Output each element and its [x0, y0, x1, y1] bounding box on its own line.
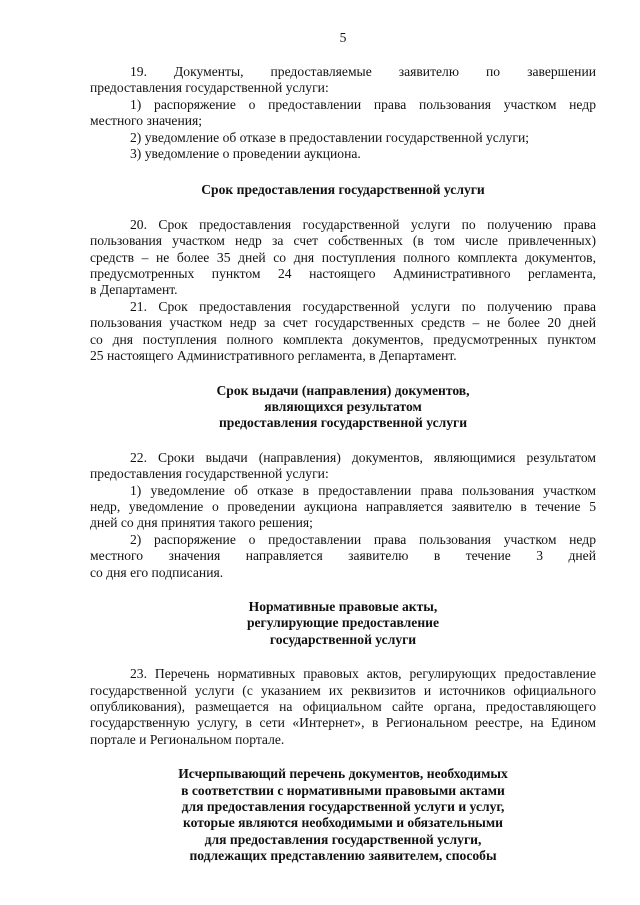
- list-item-continuation: со дня его подписания.: [90, 564, 224, 580]
- list-item-continuation: недр, уведомление о проведении аукциона направляется заявителю в течение 5: [90, 498, 596, 514]
- text-line: 22. Сроки выдачи (направления) документов, являющимися результатом: [130, 449, 596, 465]
- heading-line: Исчерпывающий перечень документов, необходимых: [178, 766, 508, 782]
- list-item: 2) распоряжение о предоставлении права пользования участком недр: [130, 531, 596, 547]
- text-line: со дня поступления полного комплекта документов, предусмотренных пунктом: [90, 331, 596, 347]
- paragraph-20: [90, 217, 596, 299]
- text-line: предусмотренных пунктом 24 настоящего Административного регламента,: [90, 266, 596, 282]
- heading-line: государственной услуги: [269, 631, 417, 647]
- paragraph-22: [90, 450, 596, 581]
- heading-line: которые являются необходимыми и обязательными: [182, 815, 504, 831]
- heading-line: регулирующие предоставление: [246, 615, 440, 631]
- document-page: [90, 30, 596, 865]
- heading-line: являющихся результатом: [264, 398, 422, 414]
- text-line: пользования участком недр за счет собственных (в том числе привлеченных): [90, 233, 596, 249]
- list-item-continuation: местного значения;: [90, 113, 203, 129]
- list-item: 1) распоряжение о предоставлении права пользования участком недр: [130, 96, 596, 112]
- list-item: 2) уведомление об отказе в предоставлении государственной услуги;: [130, 129, 530, 145]
- text-line: 25 настоящего Административного регламента, в Департамент.: [90, 348, 457, 364]
- list-item: 1) уведомление об отказе в предоставлении права пользования участком: [130, 482, 596, 498]
- list-item-continuation: местного значения направляется заявителю в течение 3 дней: [90, 548, 596, 564]
- page-number: 5: [339, 30, 347, 45]
- text-line: 20. Срок предоставления государственной услуги по получению права: [130, 216, 596, 232]
- heading-line: предоставления государственной услуги: [218, 415, 468, 431]
- heading-line: для предоставления государственной услуги и услуг,: [181, 799, 505, 815]
- section-heading-npa: [90, 599, 596, 648]
- text-line: пользования участком недр за счет государственных средств – не более 20 дней: [90, 315, 596, 331]
- list-item: 3) уведомление о проведении аукциона.: [130, 146, 361, 162]
- text-line: государственную услугу, в сети «Интернет», в Региональном реестре, на Едином: [90, 715, 596, 731]
- section-heading-perechen: [90, 766, 596, 864]
- text-line: 21. Срок предоставления государственной услуги по получению права: [130, 298, 596, 314]
- heading-line: Срок выдачи (направления) документов,: [216, 382, 470, 398]
- paragraph-21: [90, 299, 596, 365]
- text-line: 23. Перечень нормативных правовых актов, регулирующих предоставление: [130, 666, 596, 682]
- paragraph-23: [90, 666, 596, 748]
- list-item-continuation: дней со дня принятия такого решения;: [90, 515, 313, 531]
- heading-line: для предоставления государственной услуги,: [204, 831, 482, 847]
- text-line: опубликования), размещается на официальном сайте органа, предоставляющего: [90, 699, 596, 714]
- heading-line: Нормативные правовые акты,: [248, 598, 438, 614]
- text-line: 19. Документы, предоставляемые заявителю по завершении: [130, 64, 596, 79]
- text-line: в Департамент.: [90, 282, 178, 298]
- text-line: государственной услуги (с указанием их реквизитов и источников официального: [90, 682, 596, 698]
- heading-line: подлежащих представлению заявителем, способы: [189, 848, 497, 864]
- text-line: предоставления государственной услуги:: [90, 466, 329, 482]
- section-heading-vydacha: [90, 383, 596, 432]
- heading-line: в соответствии с нормативными правовыми актами: [181, 782, 505, 798]
- section-heading-srok: Срок предоставления государственной услуги: [201, 182, 485, 198]
- text-line: предоставления государственной услуги:: [90, 80, 329, 96]
- text-line: средств – не более 35 дней со дня поступления полного комплекта документов,: [90, 249, 596, 265]
- text-line: портале и Региональном портале.: [90, 731, 285, 747]
- paragraph-19: [90, 64, 596, 162]
